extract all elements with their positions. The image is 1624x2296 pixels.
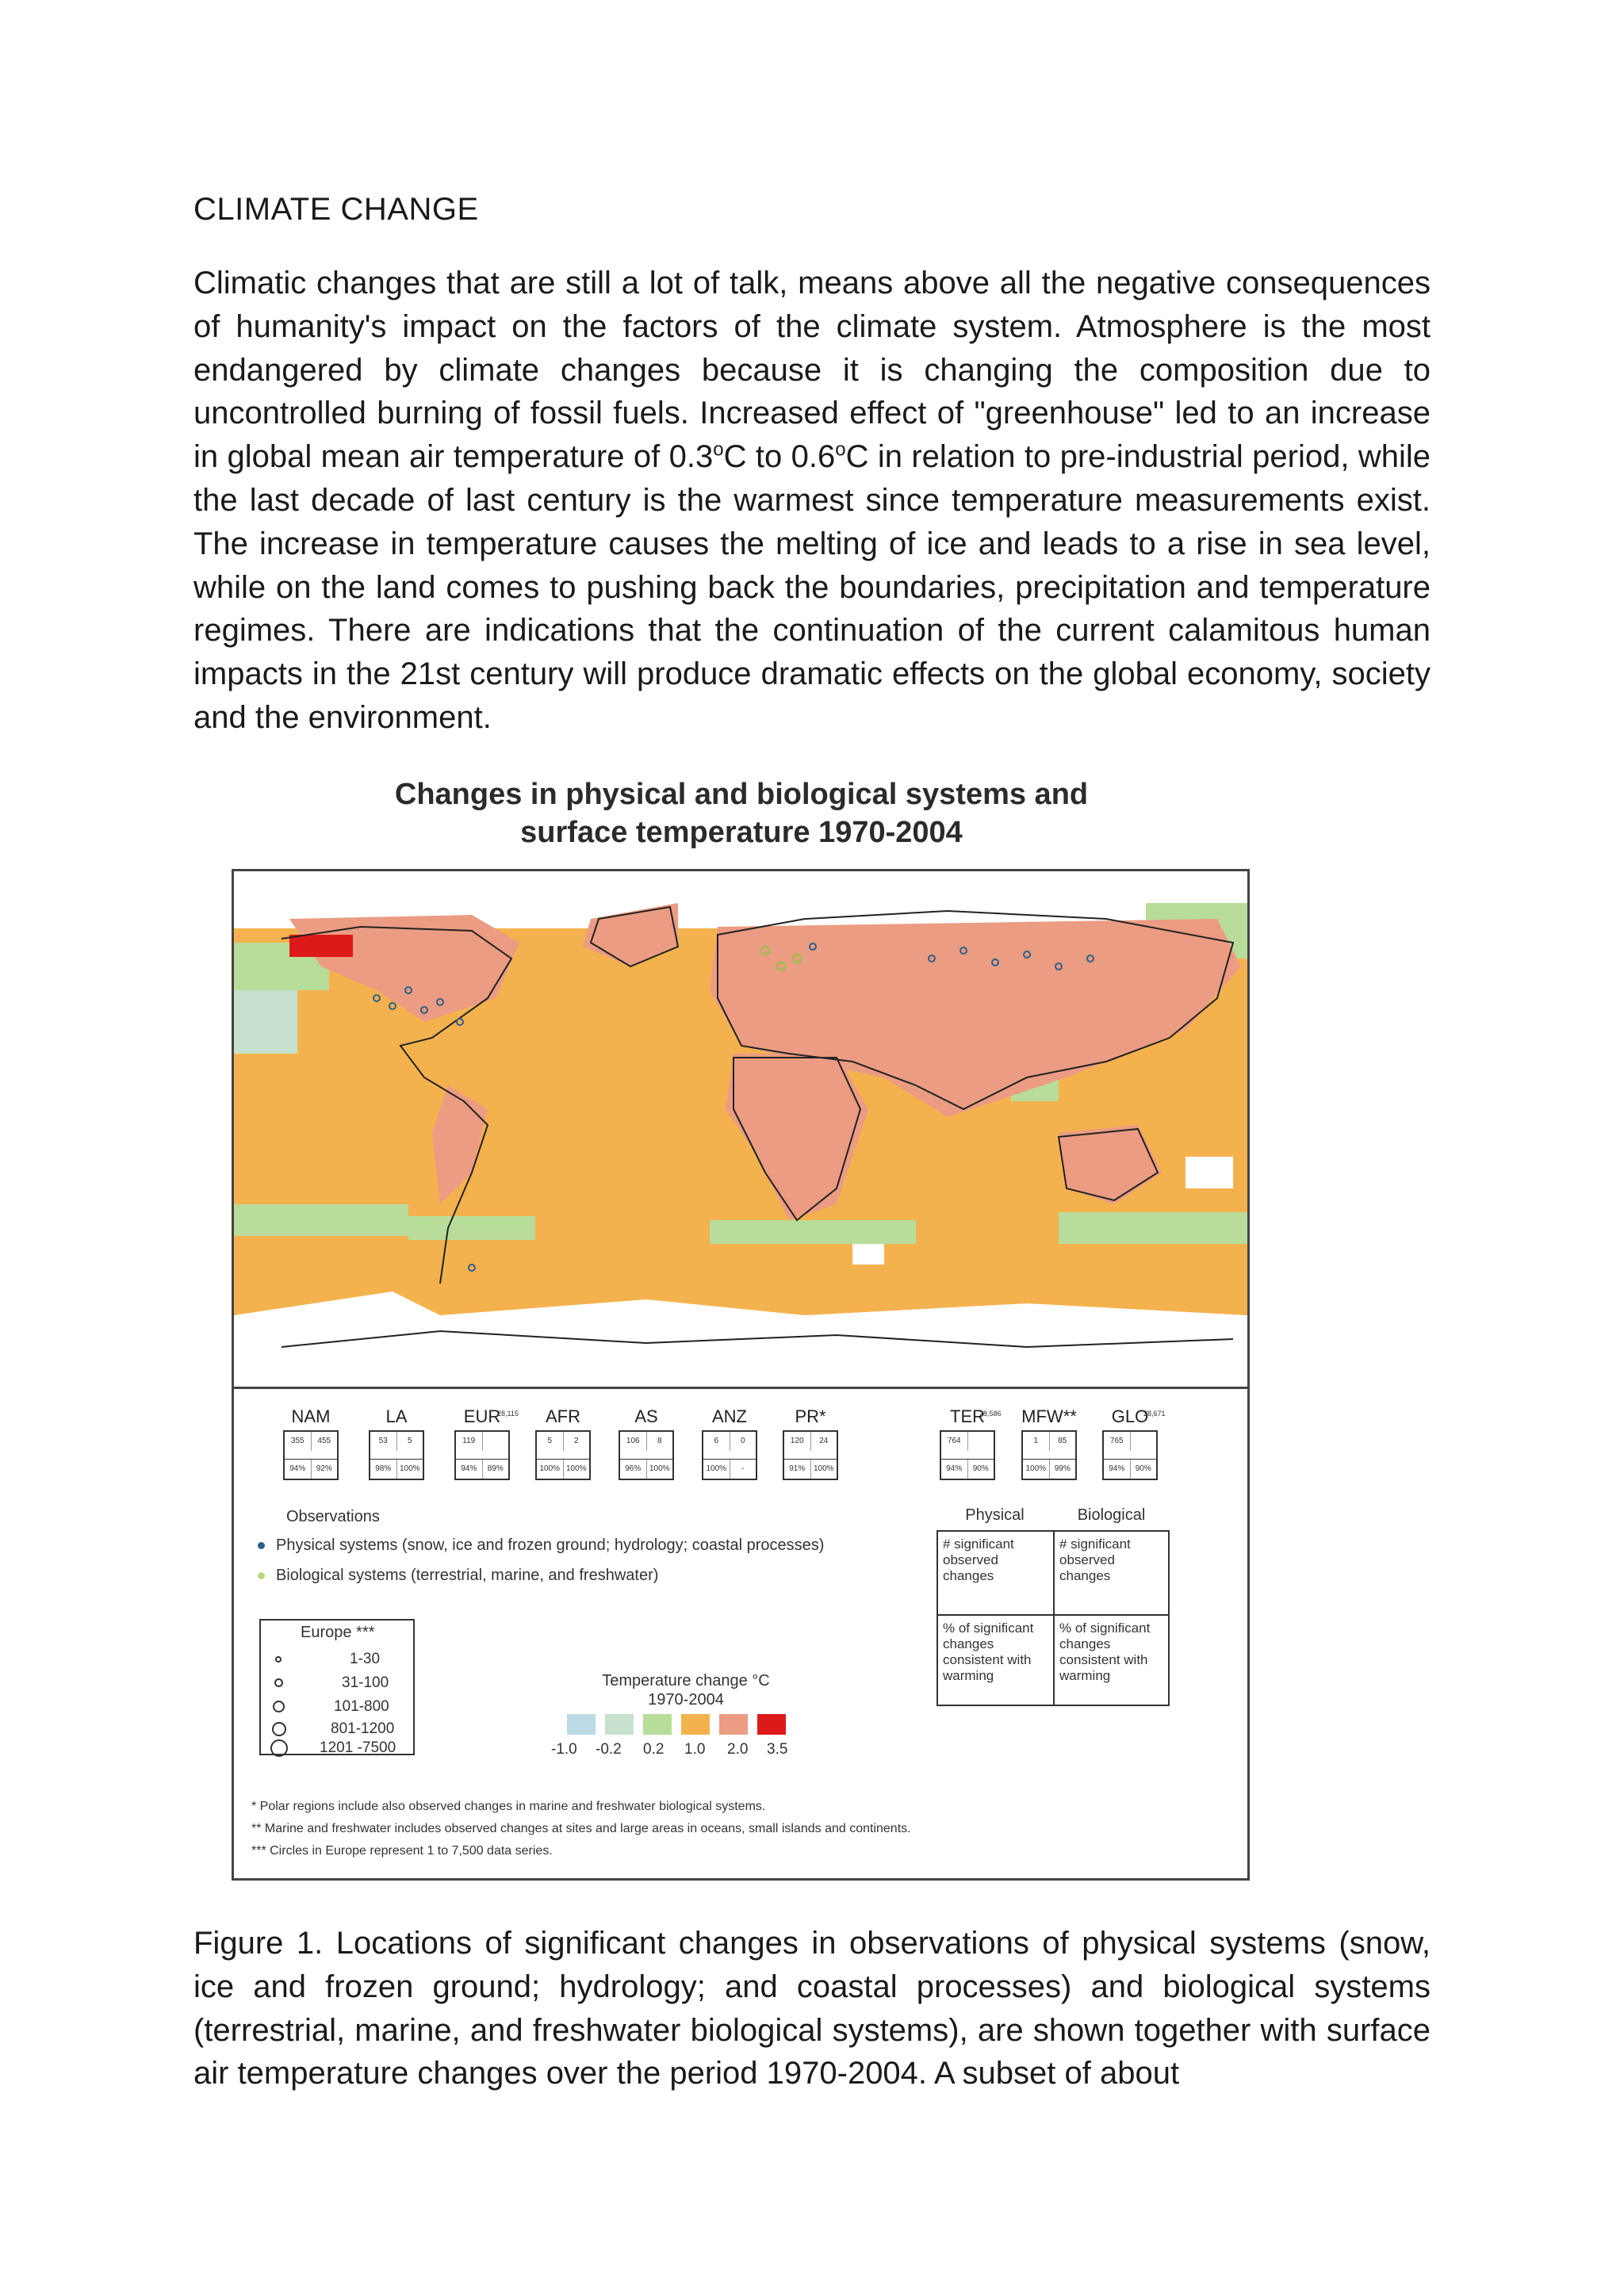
region-code: MFW** — [1021, 1406, 1077, 1426]
region-total-label: 28,671 — [1143, 1410, 1166, 1418]
physical-percent: 94% — [456, 1460, 483, 1479]
tick-label: 0.2 — [643, 1741, 665, 1758]
region-count-box — [619, 1430, 674, 1480]
cool-patch — [1059, 1212, 1247, 1244]
physical-header: Physical — [965, 1506, 1025, 1524]
biological-percent: 99% — [1054, 1464, 1071, 1473]
region-code: AS — [634, 1406, 658, 1426]
cool-patch — [408, 1216, 535, 1240]
figure-title-line1: Changes in physical and biological systems and — [394, 778, 1089, 811]
biological-percent: - — [741, 1464, 745, 1473]
physical-label: Physical systems (snow, ice and frozen ground; hydrology; coastal processes) — [276, 1536, 825, 1554]
region-MFW — [1013, 1406, 1085, 1480]
biological-percent: 90% — [1135, 1464, 1151, 1473]
region-count-box — [1021, 1430, 1077, 1480]
color-swatch — [681, 1714, 710, 1735]
degree-symbol: o — [713, 438, 724, 461]
region-AS — [611, 1406, 682, 1480]
cool-patch — [710, 1220, 916, 1244]
figure-caption: Figure 1. Locations of significant changes in observations of physical systems (snow, ice and frozen ground; hydrology; and coastal processes) and biological systems (terrestrial, marine, and freshwater biological systems), are shown together with surface air temperature changes over the period 1970-2004. A subset of about — [193, 1926, 1431, 2091]
tick-label: 3.5 — [767, 1741, 788, 1758]
tick-label: -1.0 — [551, 1741, 577, 1758]
region-EUR — [446, 1406, 518, 1480]
physical-count: 120 — [784, 1432, 811, 1451]
region-count-box — [1102, 1430, 1158, 1480]
size-circle-icon — [272, 1722, 286, 1736]
region-count-box — [783, 1430, 838, 1480]
biological-percent: 100% — [813, 1464, 834, 1473]
europe-range-row — [270, 1698, 405, 1716]
physical-count: 119 — [456, 1432, 483, 1451]
observations-physical — [258, 1536, 824, 1555]
color-swatch — [567, 1714, 596, 1735]
region-code: EUR — [463, 1406, 501, 1426]
physical-percent: 100% — [537, 1460, 564, 1479]
biological-count: 0 — [740, 1437, 745, 1445]
europe-range: 1201 -7500 — [320, 1739, 396, 1756]
key-percent-biological: % of significant changes consistent with warming — [1059, 1621, 1151, 1683]
biological-percent: 89% — [487, 1464, 504, 1473]
region-ANZ — [694, 1406, 765, 1480]
figure-notes — [251, 1796, 911, 1862]
color-swatch — [719, 1714, 748, 1735]
physical-count: 764 — [941, 1432, 968, 1451]
biological-count: 85 — [1058, 1437, 1067, 1445]
biological-count: 24 — [819, 1437, 829, 1445]
physical-percent: 96% — [620, 1460, 647, 1479]
region-TER — [932, 1406, 1003, 1480]
biological-percent: 92% — [316, 1464, 332, 1473]
physical-count: 355 — [285, 1432, 312, 1451]
europe-legend — [259, 1619, 415, 1755]
region-PR — [775, 1406, 846, 1480]
europe-range: 31-100 — [342, 1674, 389, 1691]
world-map-svg — [234, 871, 1247, 1387]
no-data-patch — [852, 1244, 884, 1265]
biological-count: 5 — [407, 1437, 412, 1445]
physical-count: 765 — [1104, 1432, 1131, 1451]
note-3: *** Circles in Europe represent 1 to 7,500 data series. — [251, 1844, 553, 1858]
physical-count: 53 — [370, 1432, 397, 1451]
paragraph-part-3: C in relation to pre-industrial period, while the last decade of last century is the warmest since temperature measurements exist. The increase in temperature causes the melting of ice and leads to a rise in sea level, while on the land comes to pushing back the boundaries, precipitation and temperature regimes. There are indications that the continuation of the current calamitous human impacts in the 21st century will produce dramatic effects on the global economy, society and the environment. — [193, 439, 1431, 735]
color-swatch — [605, 1714, 634, 1735]
cool-patch — [234, 1204, 408, 1236]
page-title: CLIMATE CHANGE — [193, 192, 479, 227]
region-GLO — [1094, 1406, 1166, 1480]
temperature-legend-title — [575, 1671, 797, 1709]
biological-count: 455 — [317, 1437, 331, 1445]
europe-range-row — [270, 1674, 405, 1692]
biological-count — [483, 1432, 509, 1451]
key-count-physical: # significant observed changes — [943, 1536, 1014, 1583]
temperature-title-line2: 1970-2004 — [648, 1691, 724, 1709]
biological-dot-icon — [258, 1572, 265, 1579]
tick-label: 1.0 — [684, 1741, 706, 1758]
region-AFR — [527, 1406, 599, 1480]
figure-title — [238, 775, 1245, 851]
europe-range-row — [270, 1651, 405, 1668]
region-total-label: 28,586 — [979, 1410, 1002, 1418]
region-NAM — [275, 1406, 347, 1480]
europe-range: 101-800 — [334, 1698, 389, 1715]
figure-frame — [232, 869, 1250, 1881]
physical-count: 6 — [703, 1432, 730, 1451]
biological-percent: 100% — [649, 1464, 670, 1473]
europe-range-row — [270, 1739, 405, 1757]
region-LA — [361, 1406, 432, 1480]
tick-label: -0.2 — [596, 1741, 622, 1758]
physical-percent: 94% — [1104, 1460, 1131, 1479]
color-swatch — [643, 1714, 672, 1735]
region-code: LA — [385, 1406, 408, 1426]
body-paragraph — [193, 262, 1431, 740]
degree-symbol: o — [835, 438, 846, 461]
region-count-box — [283, 1430, 339, 1480]
region-code: ANZ — [712, 1406, 747, 1426]
biological-percent: 100% — [399, 1464, 420, 1473]
region-count-box — [535, 1430, 591, 1480]
region-count-box — [702, 1430, 757, 1480]
size-circle-icon — [273, 1701, 285, 1712]
physical-percent: 100% — [1023, 1460, 1050, 1479]
biological-header: Biological — [1077, 1506, 1146, 1524]
note-2: ** Marine and freshwater includes observed changes at sites and large areas in oceans, small islands and continents. — [251, 1822, 911, 1835]
figure-legend — [234, 1389, 1247, 1878]
region-code: TER — [950, 1406, 985, 1426]
physical-dot-icon — [258, 1542, 265, 1549]
region-total-label: 28,115 — [497, 1410, 519, 1418]
physical-percent: 100% — [703, 1460, 730, 1479]
color-swatch — [757, 1714, 786, 1735]
region-count-box — [454, 1430, 510, 1480]
temperature-title-line1: Temperature change °C — [602, 1672, 770, 1689]
biological-count — [968, 1432, 994, 1451]
paragraph-part-1: Climatic changes that are still a lot of talk, means above all the negative consequences of humanity's impact on the factors of the climate system. Atmosphere is the most endangered by climate changes because it is changing the composition due to uncontrolled burning of fossil fuels. Increased effect of "greenhouse" led to an increase in global mean air temperature of 0.3 — [193, 266, 1431, 475]
tick-label: 2.0 — [727, 1741, 749, 1758]
size-circle-icon — [270, 1739, 288, 1757]
region-code: NAM — [291, 1406, 331, 1426]
europe-range: 801-1200 — [331, 1720, 395, 1737]
size-circle-icon — [275, 1656, 282, 1663]
paragraph-part-2: C to 0.6 — [723, 439, 836, 475]
biological-count: 2 — [573, 1437, 579, 1445]
physical-count: 106 — [620, 1432, 647, 1451]
physical-count: 1 — [1023, 1432, 1050, 1451]
europe-legend-title: Europe *** — [301, 1624, 375, 1641]
no-data-patch — [1185, 1157, 1233, 1188]
key-percent-physical: % of significant changes consistent with warming — [943, 1621, 1034, 1683]
observations-biological — [258, 1567, 658, 1585]
key-count-biological: # significant observed changes — [1059, 1536, 1131, 1583]
region-code: AFR — [546, 1406, 580, 1426]
region-count-box — [369, 1430, 424, 1480]
size-circle-icon — [274, 1678, 283, 1687]
note-1: * Polar regions include also observed changes in marine and freshwater biological systems. — [251, 1800, 766, 1813]
europe-range-row — [270, 1720, 405, 1738]
cool-patch — [234, 990, 297, 1054]
biological-label: Biological systems (terrestrial, marine, and freshwater) — [276, 1567, 659, 1584]
biological-count — [1131, 1432, 1157, 1451]
europe-range: 1-30 — [350, 1651, 381, 1667]
physical-percent: 91% — [784, 1460, 811, 1479]
region-code: GLO — [1111, 1406, 1149, 1426]
observations-title: Observations — [286, 1508, 380, 1525]
biological-percent: 100% — [565, 1464, 587, 1473]
region-count-box — [940, 1430, 995, 1480]
physical-count: 5 — [537, 1432, 564, 1451]
physical-percent: 98% — [370, 1460, 397, 1479]
figure-title-line2: surface temperature 1970-2004 — [520, 816, 963, 849]
world-map — [234, 871, 1247, 1389]
physical-percent: 94% — [285, 1460, 312, 1479]
hot-spot-alaska — [289, 935, 353, 957]
physical-percent: 94% — [941, 1460, 968, 1479]
biological-percent: 90% — [972, 1464, 989, 1473]
key-grid — [936, 1530, 1170, 1706]
region-code: PR* — [795, 1406, 826, 1426]
biological-count: 8 — [657, 1437, 662, 1445]
